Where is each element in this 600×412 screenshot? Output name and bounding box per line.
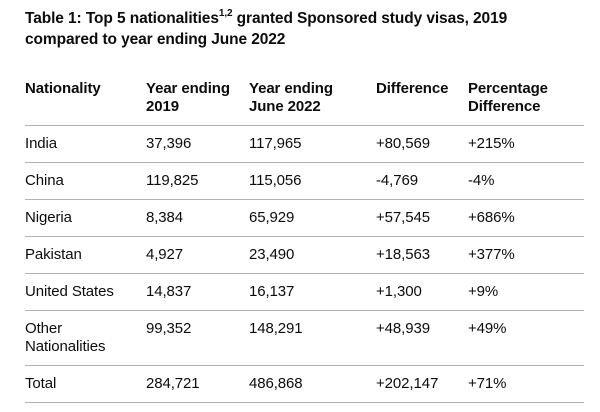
cell-nationality: Nigeria: [25, 200, 146, 237]
cell-percentage-difference: +686%: [468, 200, 584, 237]
col-header-line: 2019: [146, 98, 179, 115]
table-row-nigeria: [25, 200, 584, 237]
cell-difference: +57,545: [376, 200, 468, 237]
cell-year-ending-june-2022: 65,929: [249, 200, 376, 237]
col-header-line: Year ending: [146, 80, 230, 97]
cell-nationality: China: [25, 163, 146, 200]
col-header-line: Difference: [376, 80, 449, 97]
cell-percentage-difference: +215%: [468, 126, 584, 163]
cell-percentage-difference: +71%: [468, 366, 584, 403]
table-row-pakistan: [25, 237, 584, 274]
cell-percentage-difference: +9%: [468, 274, 584, 311]
cell-year-ending-june-2022: 486,868: [249, 366, 376, 403]
col-header-line: Nationality: [25, 80, 101, 97]
cell-difference: -4,769: [376, 163, 468, 200]
cell-year-ending-june-2022: 148,291: [249, 311, 376, 366]
col-header-line: Percentage: [468, 80, 548, 97]
cell-nationality: Pakistan: [25, 237, 146, 274]
col-header-nationality: [25, 71, 146, 126]
cell-difference: +202,147: [376, 366, 468, 403]
cell-percentage-difference: -4%: [468, 163, 584, 200]
table-title-footnote-superscript: 1,2: [218, 7, 233, 19]
cell-year-ending-2019: 8,384: [146, 200, 249, 237]
cell-year-ending-june-2022: 23,490: [249, 237, 376, 274]
cell-year-ending-2019: 284,721: [146, 366, 249, 403]
cell-nationality: Total: [25, 366, 146, 403]
cell-year-ending-2019: 4,927: [146, 237, 249, 274]
sponsored-study-visas-table: [25, 71, 584, 403]
col-header-line: June 2022: [249, 98, 321, 115]
table-row-total: [25, 366, 584, 403]
cell-nationality: United States: [25, 274, 146, 311]
cell-year-ending-2019: 14,837: [146, 274, 249, 311]
table-title: [25, 8, 584, 50]
cell-difference: +80,569: [376, 126, 468, 163]
cell-nationality: Other Nationalities: [25, 311, 146, 366]
col-header-line: Difference: [468, 98, 541, 115]
cell-difference: +48,939: [376, 311, 468, 366]
col-header-year-ending-2019: [146, 71, 249, 126]
cell-year-ending-june-2022: 117,965: [249, 126, 376, 163]
header-row: [25, 71, 584, 126]
cell-difference: +18,563: [376, 237, 468, 274]
table-title-prefix: Table 1: Top 5 nationalities: [25, 10, 219, 27]
table-row-united-states: [25, 274, 584, 311]
table-row-india: [25, 126, 584, 163]
table-row-china: [25, 163, 584, 200]
col-header-line: Year ending: [249, 80, 333, 97]
cell-year-ending-2019: 119,825: [146, 163, 249, 200]
cell-nationality: India: [25, 126, 146, 163]
table-row-other-nationalities: [25, 311, 584, 366]
cell-percentage-difference: +377%: [468, 237, 584, 274]
cell-difference: +1,300: [376, 274, 468, 311]
cell-percentage-difference: +49%: [468, 311, 584, 366]
col-header-percentage-difference: [468, 71, 584, 126]
cell-year-ending-june-2022: 115,056: [249, 163, 376, 200]
cell-year-ending-june-2022: 16,137: [249, 274, 376, 311]
cell-year-ending-2019: 37,396: [146, 126, 249, 163]
table-title-suffix: granted Sponsored study visas, 2019 compared to year ending June 2022: [25, 10, 508, 48]
col-header-year-ending-june-2022: [249, 71, 376, 126]
cell-year-ending-2019: 99,352: [146, 311, 249, 366]
col-header-difference: [376, 71, 468, 126]
